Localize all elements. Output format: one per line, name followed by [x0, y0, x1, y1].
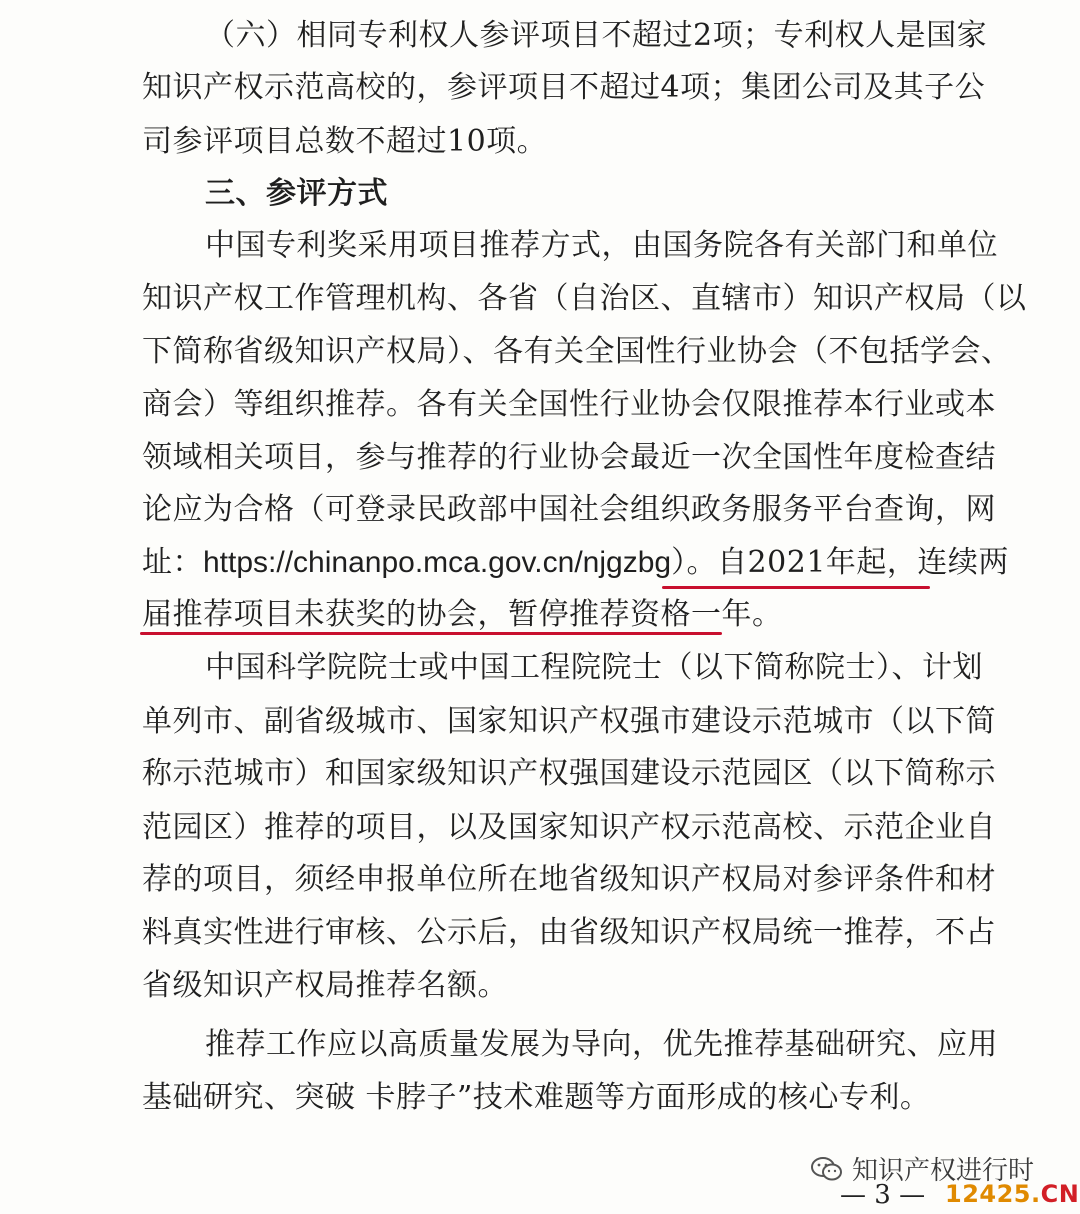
- site-logo-suffix: CN: [1040, 1180, 1080, 1208]
- wechat-icon: [810, 1155, 844, 1183]
- text-line-21: 基础研究、突破 卡脖子”技术难题等方面形成的核心专利。: [142, 1080, 931, 1115]
- text-line-1: （六）相同专利权人参评项目不超过2项；专利权人是国家: [205, 18, 988, 53]
- text-line-3: 司参评项目总数不超过10项。: [142, 124, 548, 159]
- url-suffix: ）。: [671, 545, 718, 580]
- text-line-7: 下简称省级知识产权局）、各有关全国性行业协会（不包括学会、: [142, 334, 1012, 369]
- text-line-17: 荐的项目，须经申报单位所在地省级知识产权局对参评条件和材: [142, 862, 996, 897]
- text-line-19: 省级知识产权局推荐名额。: [142, 968, 508, 1003]
- text-line-5: 中国专利奖采用项目推荐方式，由国务院各有关部门和单位: [205, 228, 998, 263]
- text-line-9: 领域相关项目，参与推荐的行业协会最近一次全国性年度检查结: [142, 440, 996, 475]
- text-line-10: 论应为合格（可登录民政部中国社会组织政务服务平台查询，网: [142, 492, 996, 527]
- watermark-text: 知识产权进行时: [852, 1156, 1035, 1186]
- section-heading: 三、参评方式: [205, 176, 388, 211]
- text-line-13: 中国科学院院士或中国工程院院士（以下简称院士）、计划: [205, 650, 983, 685]
- red-underline-2: [140, 632, 722, 635]
- text-line-18: 料真实性进行审核、公示后，由省级知识产权局统一推荐，不占: [142, 915, 996, 950]
- text-line-20: 推荐工作应以高质量发展为导向，优先推荐基础研究、应用: [205, 1027, 998, 1062]
- text-line-6: 知识产权工作管理机构、各省（自治区、直辖市）知识产权局（以: [142, 281, 1027, 316]
- text-line-16: 范园区）推荐的项目，以及国家知识产权示范高校、示范企业自: [142, 810, 996, 845]
- text-line-11: [142, 545, 1009, 581]
- highlighted-text: 自2021年起，连续两: [717, 545, 1009, 580]
- text-line-2: 知识产权示范高校的，参评项目不超过4项；集团公司及其子公: [142, 70, 986, 105]
- page-number: — 3 —: [840, 1180, 926, 1210]
- red-underline-1: [662, 586, 930, 589]
- site-logo-main: 12425.: [945, 1180, 1041, 1208]
- text-line-12: 届推荐项目未获奖的协会，暂停推荐资格一年。: [142, 597, 783, 632]
- url-link[interactable]: https://chinanpo.mca.gov.cn/njgzbg: [203, 546, 672, 579]
- text-line-15: 称示范城市）和国家级知识产权强国建设示范园区（以下简称示: [142, 756, 996, 791]
- text-line-14: 单列市、副省级城市、国家知识产权强市建设示范城市（以下简: [142, 704, 996, 739]
- site-logo: [945, 1180, 1079, 1208]
- text-line-8: 商会）等组织推荐。各有关全国性行业协会仅限推荐本行业或本: [142, 387, 996, 422]
- url-prefix: 址：: [142, 545, 203, 580]
